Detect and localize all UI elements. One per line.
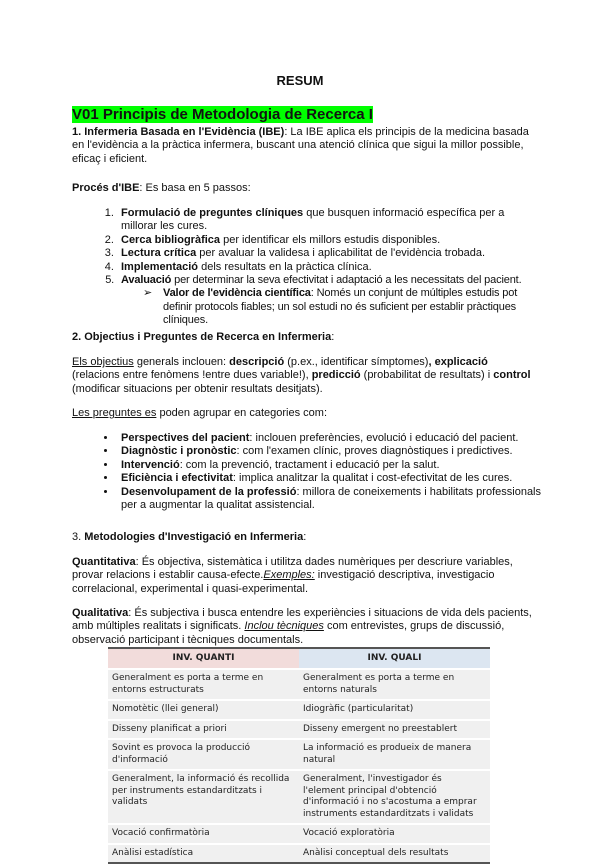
list-item bbox=[117, 261, 532, 274]
text: Anàlisi estadística bbox=[108, 844, 299, 864]
text: Lectura crítica bbox=[121, 247, 197, 260]
table-row bbox=[108, 669, 490, 700]
text: Generalment es porta a terme en entorns naturals bbox=[299, 669, 490, 700]
text: dels resultats en la pràctica clínica. bbox=[198, 260, 372, 273]
header-quali: INV. QUALI bbox=[299, 648, 490, 669]
proces-paragraph bbox=[72, 182, 532, 195]
list-item bbox=[117, 234, 532, 247]
text: Idiogràfic (particularitat) bbox=[299, 700, 490, 720]
text: Sovint es provoca la producció d'informació bbox=[108, 739, 299, 770]
list-item bbox=[117, 472, 542, 485]
page-title: RESUM bbox=[276, 73, 324, 88]
text: (relacions entre fenòmens !entre dues variable!), bbox=[72, 369, 312, 382]
section-heading bbox=[72, 106, 532, 124]
text: Disseny emergent no preestablert bbox=[299, 720, 490, 740]
text: Vocació exploratòria bbox=[299, 824, 490, 844]
table-row bbox=[108, 844, 490, 864]
ibe-paragraph bbox=[72, 126, 532, 166]
text: Generalment, l'investigador és l'element principal d'obtenció d'informació i no s'acostuma a emprar instruments estandarditzats i validats bbox=[299, 770, 490, 824]
text: (modificar situacions per obtenir resultats desitjats). bbox=[72, 382, 323, 395]
table-row bbox=[108, 720, 490, 740]
list-item bbox=[117, 486, 542, 513]
text: per identificar els millors estudis disponibles. bbox=[220, 233, 441, 246]
text: : bbox=[303, 531, 307, 543]
text: Implementació bbox=[121, 260, 199, 273]
table-row bbox=[108, 700, 490, 720]
sub-list-item bbox=[143, 287, 532, 327]
text: Els objectius bbox=[72, 356, 134, 368]
ibe-text: : La IBE aplica els principis de la medicina basada en l'evidència a la pràctica infermera, buscant una atenció clínica que sigui la millor possible, eficaç i eficient. bbox=[72, 126, 529, 165]
text: La informació es produeix de manera natural bbox=[299, 739, 490, 770]
text: Exemples: bbox=[263, 569, 315, 582]
list-item bbox=[117, 432, 542, 445]
qualitativa-paragraph bbox=[72, 607, 532, 647]
text: per determinar la seva efectivitat i adaptació a les necessitats del pacient. bbox=[171, 274, 522, 287]
text: investigació descriptiva, investigacio correlacional, experimental i quasi-experimental. bbox=[72, 569, 495, 595]
text: Disseny planificat a priori bbox=[108, 720, 299, 740]
steps-list bbox=[72, 207, 532, 328]
text: Valor de l'evidència científica bbox=[163, 287, 311, 300]
text: Nomotètic (llei general) bbox=[108, 700, 299, 720]
list-item bbox=[117, 247, 532, 260]
text: Eficiència i efectivitat bbox=[121, 472, 233, 485]
text: per avaluar la validesa i aplicabilitat de l'evidència trobada. bbox=[196, 247, 486, 260]
text: Anàlisi conceptual dels resultats bbox=[299, 844, 490, 864]
text: Vocació confirmatòria bbox=[108, 824, 299, 844]
table-row bbox=[108, 824, 490, 844]
text: que busquen informació específica per a millorar les cures. bbox=[121, 207, 505, 233]
text: Les preguntes es bbox=[72, 407, 157, 419]
text: : com l'examen clínic, proves diagnòstiques i predictives. bbox=[236, 445, 513, 458]
text: : És subjectiva i busca entendre les experiències i situacions de vida dels pacients, amb múltiples realitats i significats. bbox=[72, 607, 532, 633]
list-item bbox=[117, 207, 532, 234]
text: : com la prevenció, tractament i educació per la salut. bbox=[179, 458, 440, 471]
text: Qualitativa bbox=[72, 607, 129, 619]
text: Inclou tècniques bbox=[244, 620, 324, 633]
list-item bbox=[117, 445, 542, 458]
list-item bbox=[117, 459, 542, 472]
text: : Només un conjunt de múltiples estudis pot definir protocols fiables; un sol estudi no és suficient per establir pràctiques clíniques. bbox=[163, 287, 518, 327]
preguntes-paragraph bbox=[72, 407, 532, 420]
text: : És objectiva, sistemàtica i utilitza dades numèriques per descriure variables, provar relacions i establir causa-efecte. bbox=[72, 556, 513, 582]
text: control bbox=[493, 369, 531, 382]
text: Perspectives del pacient bbox=[121, 432, 250, 444]
text: poden agrupar en categories com: bbox=[156, 407, 327, 419]
text: : inclouen preferències, evolució i educació del pacient. bbox=[249, 432, 519, 444]
text: (probabilitat de resultats) i bbox=[360, 369, 494, 382]
table-row bbox=[108, 770, 490, 824]
quantitativa-paragraph bbox=[72, 556, 532, 596]
text: , explicació bbox=[428, 356, 488, 368]
section-3-heading bbox=[72, 531, 532, 544]
text: 3. bbox=[72, 531, 85, 543]
table-header-row bbox=[108, 648, 490, 669]
text: predicció bbox=[311, 369, 361, 382]
text: Intervenció bbox=[121, 458, 180, 471]
table-row bbox=[108, 739, 490, 770]
text: : bbox=[331, 331, 335, 343]
text: Formulació de preguntes clíniques bbox=[121, 207, 304, 219]
text: Generalment es porta a terme en entorns estructurats bbox=[108, 669, 299, 700]
text: Cerca bibliogràfica bbox=[121, 233, 221, 246]
heading-text: V01 Principis de Metodologia de Recerca I bbox=[72, 106, 373, 123]
list-item bbox=[117, 274, 532, 328]
proces-label: Procés d'IBE bbox=[72, 182, 140, 194]
text: Generalment, la informació és recollida per instruments estandarditzats i validats bbox=[108, 770, 299, 824]
text: com entrevistes, grups de discussió, observació participant i tècniques documentals. bbox=[72, 620, 505, 646]
text: : millora de coneixements i habilitats professionals per a augmentar la qualitat assistencial. bbox=[121, 485, 541, 512]
text: : implica analitzar la qualitat i cost-efectivitat de les cures. bbox=[232, 472, 513, 485]
proces-text: : Es basa en 5 passos: bbox=[139, 182, 251, 194]
text: 2. Objectius i Preguntes de Recerca en Infermeria bbox=[72, 331, 332, 343]
text: descripció bbox=[229, 356, 285, 368]
ibe-label: 1. Infermeria Basada en l'Evidència (IBE) bbox=[72, 126, 285, 138]
comparison-table bbox=[108, 647, 490, 864]
text: (p.ex., identificar símptomes) bbox=[284, 356, 429, 368]
objectius-paragraph bbox=[72, 356, 532, 396]
categories-list bbox=[72, 432, 542, 512]
text: Desenvolupament de la professió bbox=[121, 485, 297, 498]
text: generals inclouen: bbox=[133, 356, 230, 368]
section-2-heading bbox=[72, 331, 532, 344]
text: Quantitativa bbox=[72, 556, 136, 568]
text: Metodologies d'Investigació en Infermeria bbox=[84, 531, 304, 543]
text: Diagnòstic i pronòstic bbox=[121, 445, 237, 458]
text: Avaluació bbox=[121, 274, 172, 287]
header-quanti: INV. QUANTI bbox=[108, 648, 299, 669]
